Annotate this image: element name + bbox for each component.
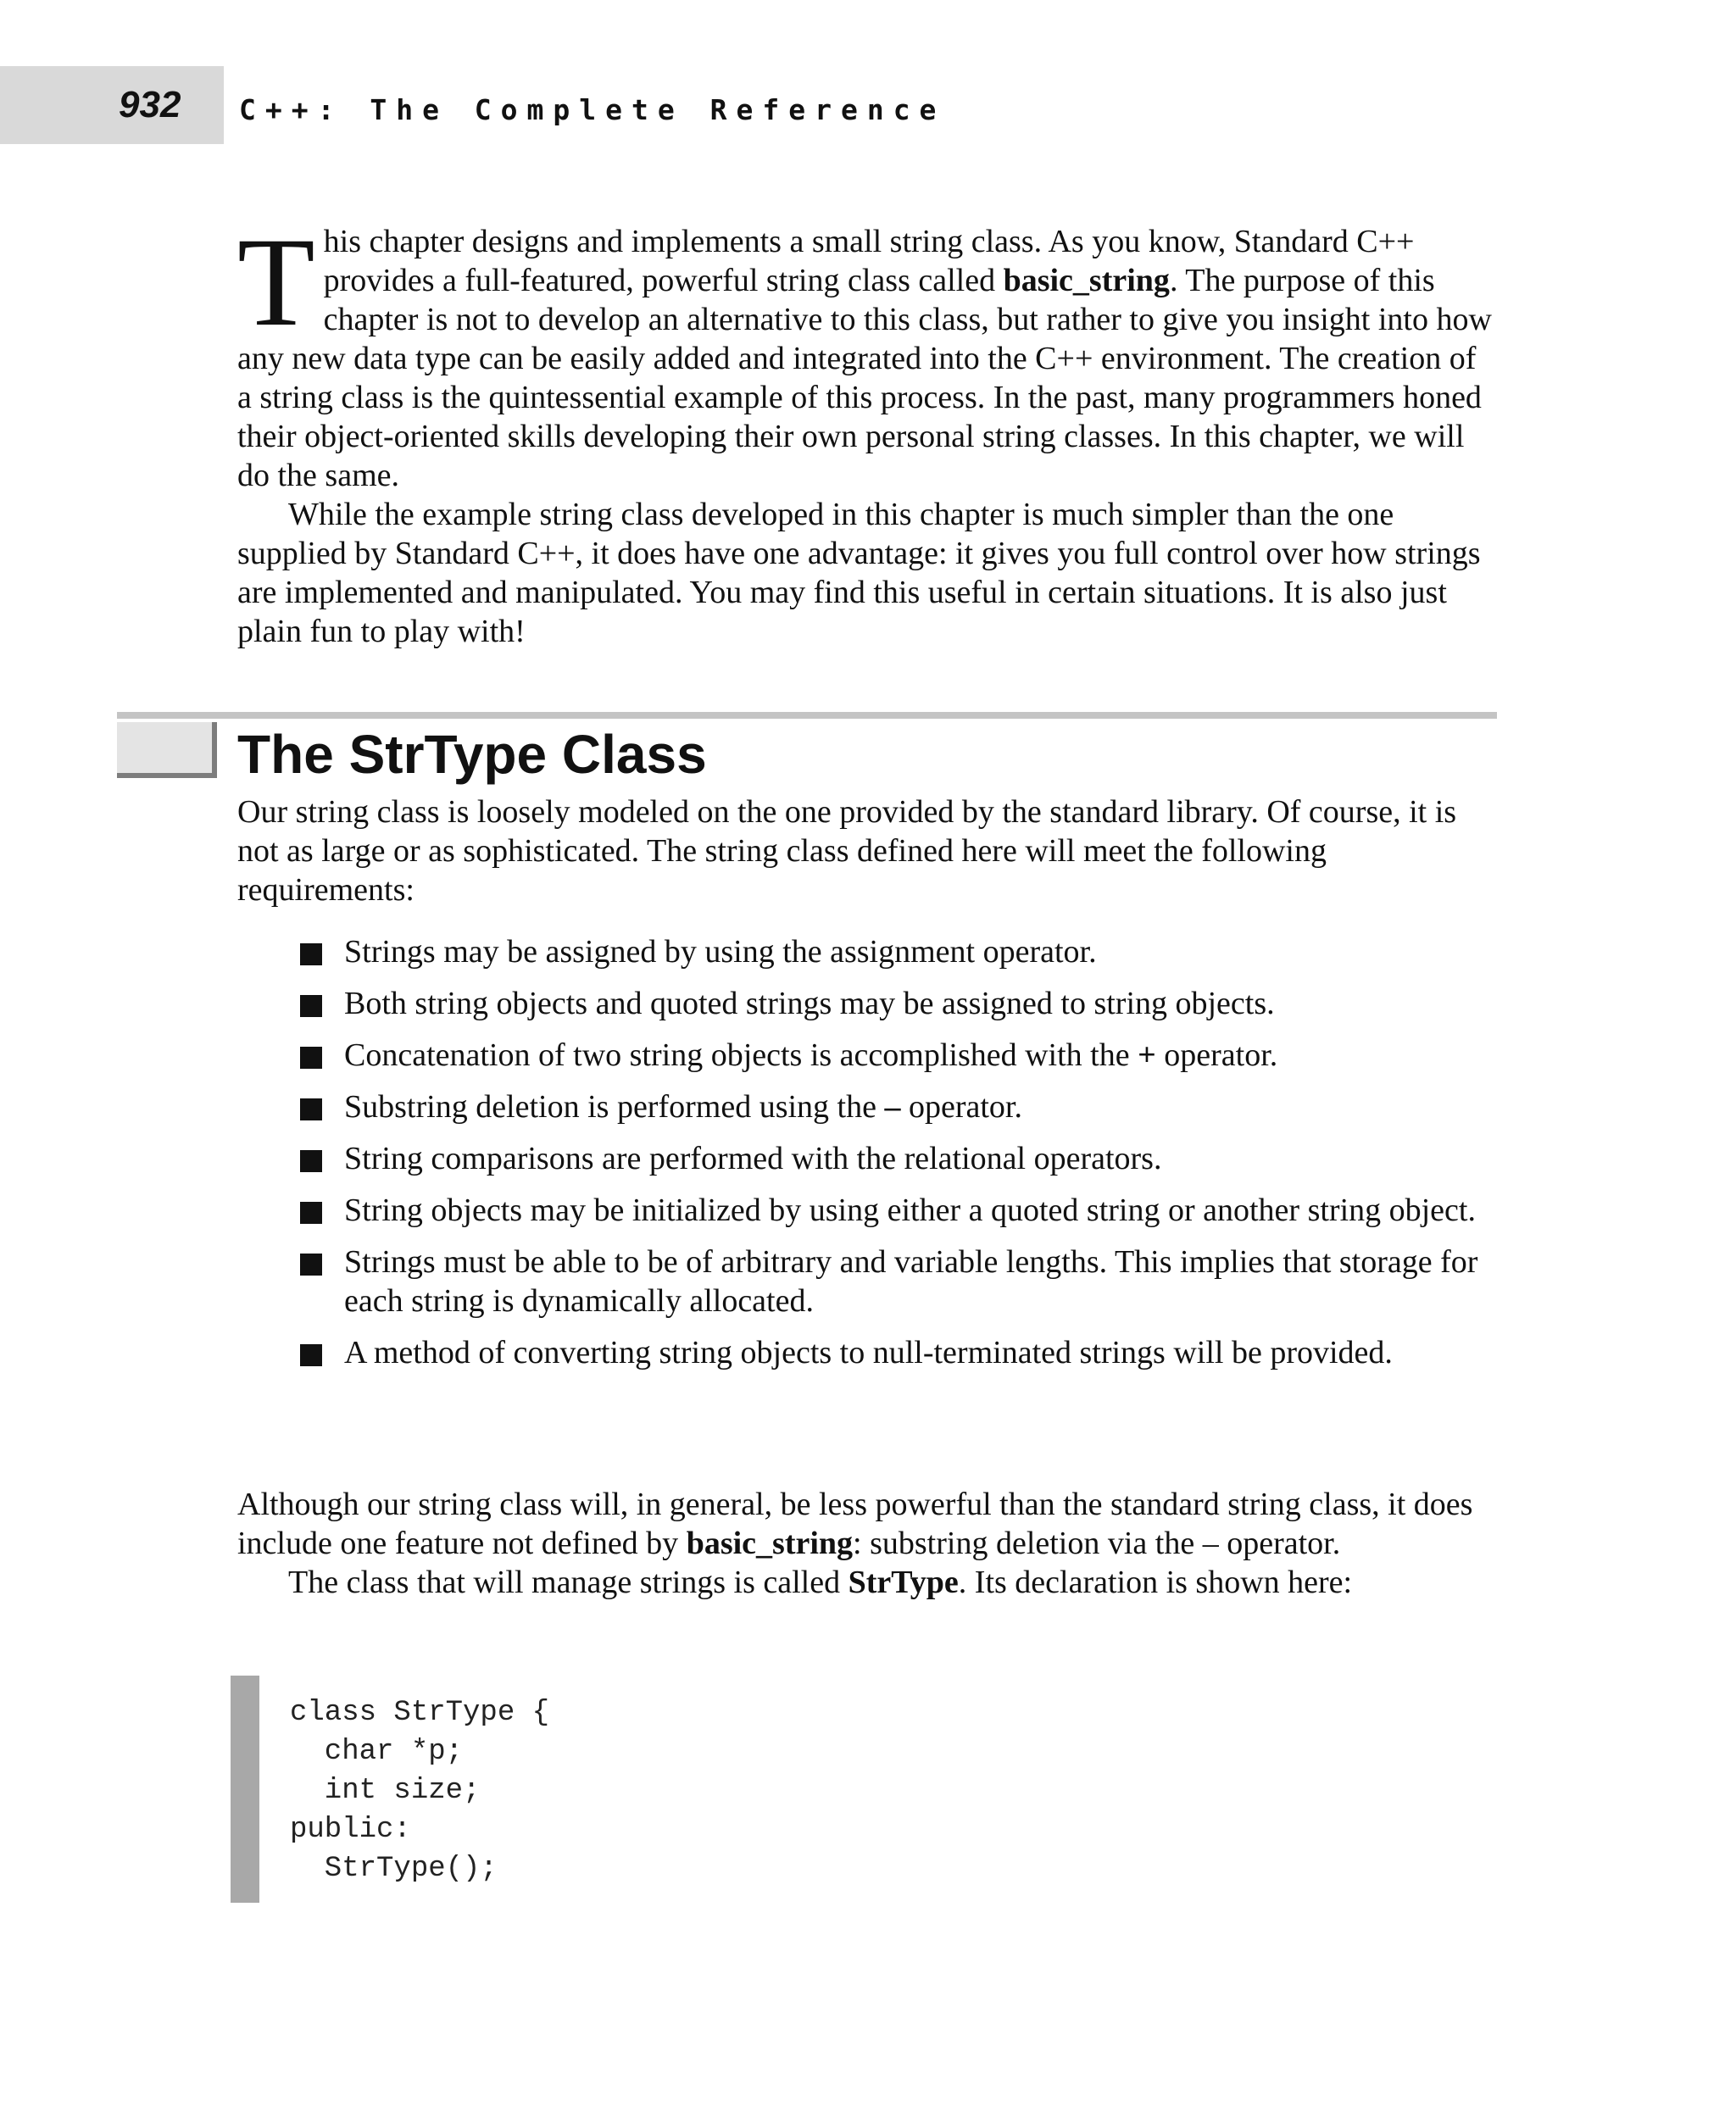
square-bullet-icon: [300, 943, 322, 965]
section-closing-block: [237, 1485, 1492, 1602]
running-head: C++: The Complete Reference: [239, 93, 946, 126]
square-bullet-icon: [300, 1150, 322, 1172]
list-item: [297, 984, 1492, 1023]
list-item-text: Both string objects and quoted strings may be assigned to string objects.: [344, 986, 1275, 1021]
closing-p2-bold-term: StrType: [848, 1565, 959, 1600]
list-item: [297, 1191, 1492, 1230]
intro-paragraph-1: [237, 212, 1492, 495]
list-item: [297, 1036, 1492, 1075]
list-item: [297, 1139, 1492, 1178]
closing-p1-text-b: : substring deletion via the – operator.: [853, 1526, 1341, 1561]
list-item-text: Strings may be assigned by using the assignment operator.: [344, 934, 1097, 970]
list-item-operator: –: [884, 1089, 901, 1125]
section-title: The StrType Class: [237, 724, 707, 785]
list-item: [297, 1087, 1492, 1126]
page-number-box: [0, 66, 224, 144]
intro-p1-bold-term: basic_string: [1003, 263, 1170, 298]
intro-paragraph-2: While the example string class developed in this chapter is much simpler than the one supplied by Standard C++, it does have one advantage: it gives you full control over how strings are implemented and manipulated. You may find this useful in certain situations. It is also just plain fun to play with!: [237, 497, 1481, 649]
list-item-text: A method of converting string objects to null-terminated strings will be provided.: [344, 1335, 1393, 1370]
drop-cap: T: [237, 212, 315, 353]
page-number: 932: [119, 84, 181, 125]
list-item-text: String objects may be initialized by using either a quoted string or another string object.: [344, 1192, 1476, 1228]
section-marker-box: [117, 722, 217, 778]
intro-p1-text-a: his chapter designs and implements a small string class. As you know, Standard C++ provides a full-featured, powerful string class called: [323, 224, 1415, 298]
closing-p1-bold-term: basic_string: [686, 1526, 854, 1561]
square-bullet-icon: [300, 1202, 322, 1224]
closing-paragraph-1: [237, 1485, 1492, 1563]
square-bullet-icon: [300, 995, 322, 1017]
list-item-operator: +: [1138, 1037, 1156, 1073]
list-item-text-a: Substring deletion is performed using the: [344, 1089, 885, 1125]
intro-p1-text-b: . The purpose of this chapter is not to develop an alternative to this class, but rather to give you insight into how any new data type can be easily added and integrated into the C++ environment. The creation of a string class is the quintessential example of this process. In the past, many programmers honed their object-oriented skills developing their own personal string classes. In this chapter, we will do the same.: [237, 263, 1492, 493]
requirements-list: [297, 932, 1492, 1385]
code-margin-bar: [231, 1676, 259, 1903]
list-item-text-b: operator.: [1155, 1037, 1278, 1073]
section-intro-block: [237, 792, 1492, 909]
square-bullet-icon: [300, 1344, 322, 1366]
square-bullet-icon: [300, 1098, 322, 1120]
list-item: [297, 1243, 1492, 1320]
list-item-text-a: Concatenation of two string objects is accomplished with the: [344, 1037, 1138, 1073]
list-item-text: String comparisons are performed with the relational operators.: [344, 1141, 1162, 1176]
list-item: [297, 1333, 1492, 1372]
code-listing: class StrType { char *p; int size; public: StrType();: [290, 1697, 550, 1885]
square-bullet-icon: [300, 1254, 322, 1276]
section-intro-paragraph: Our string class is loosely modeled on the one provided by the standard library. Of course, it is not as large or as sophisticated. The string class defined here will meet the following requirements:: [237, 794, 1457, 908]
list-item: [297, 932, 1492, 971]
section-rule: [117, 712, 1497, 719]
closing-paragraph-2: [237, 1563, 1492, 1602]
intro-block: [237, 212, 1492, 651]
list-item-text-b: operator.: [900, 1089, 1022, 1125]
closing-p2-text-b: . Its declaration is shown here:: [958, 1565, 1353, 1600]
closing-p1-text-a: Although our string class will, in general, be less powerful than the standard string class, it does include one feature not defined by: [237, 1487, 1473, 1561]
list-item-text: Strings must be able to be of arbitrary and variable lengths. This implies that storage for each string is dynamically allocated.: [344, 1244, 1478, 1319]
closing-p2-text-a: The class that will manage strings is called: [288, 1565, 849, 1600]
square-bullet-icon: [300, 1047, 322, 1069]
